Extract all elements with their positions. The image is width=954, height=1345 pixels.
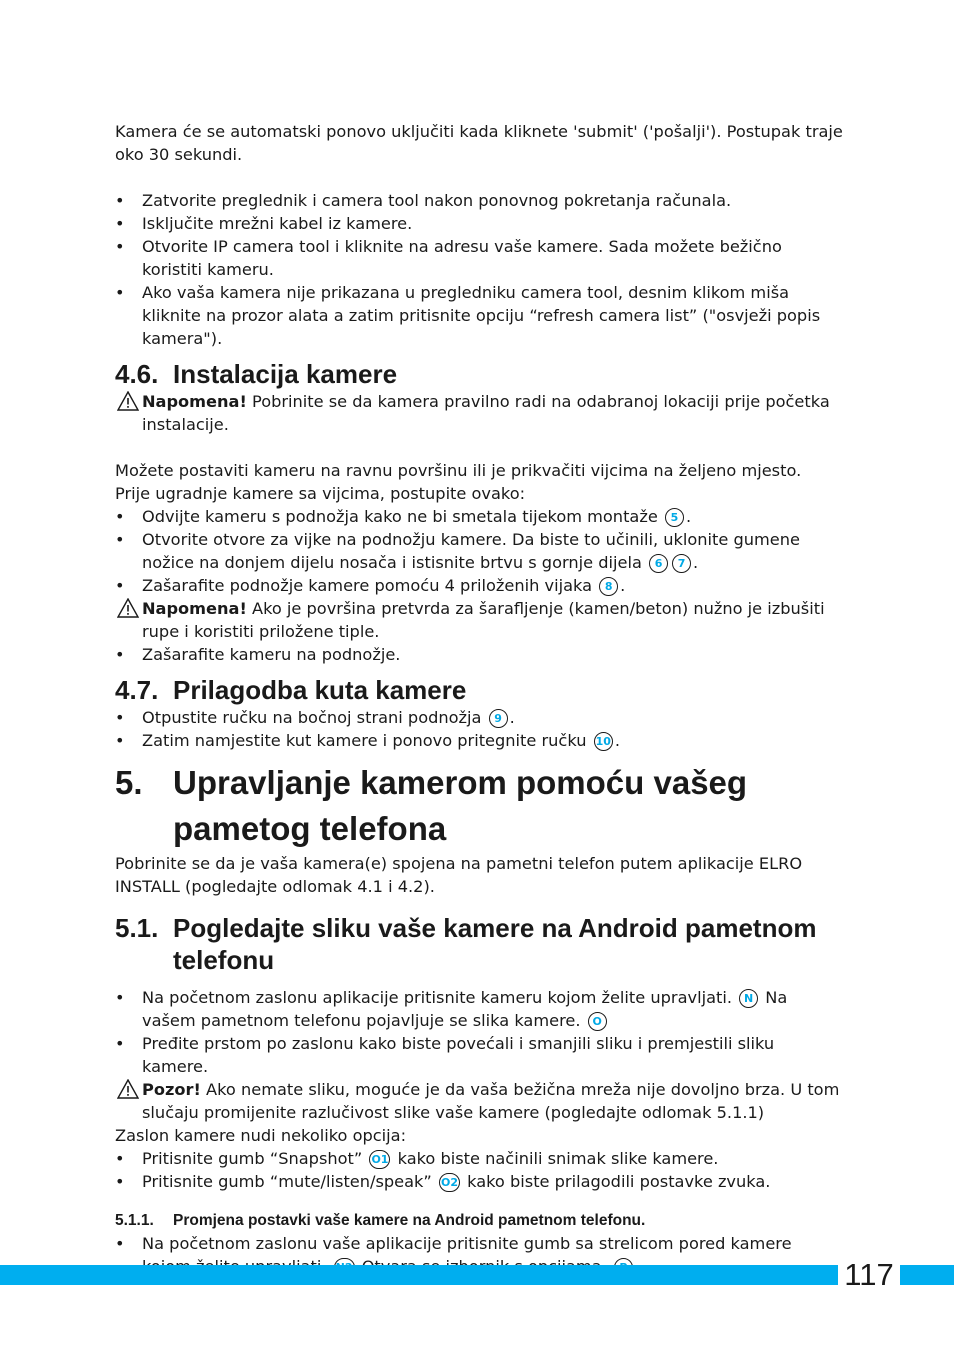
mounting-list-end xyxy=(115,643,845,666)
section-heading-4-7 xyxy=(115,674,845,706)
page-number: 117 xyxy=(838,1259,900,1291)
chapter-title: Upravljanje kamerom pomoću vašeg pametog telefona xyxy=(173,764,748,847)
section-number: 4.7. xyxy=(115,675,159,705)
note-label: Napomena! xyxy=(142,599,247,618)
warning-icon xyxy=(117,1079,139,1099)
subsection-number: 5.1.1. xyxy=(115,1212,154,1229)
reference-badge: N xyxy=(739,989,758,1008)
warning-icon xyxy=(117,391,139,411)
list-item: • Otpustite ručku na bočnoj strani podnožja 9 . xyxy=(115,706,845,729)
section-title: Instalacija kamere xyxy=(173,359,398,389)
chapter-number: 5. xyxy=(115,764,143,801)
list-item-text: Pritisnite gumb “Snapshot” xyxy=(142,1149,368,1168)
reference-badge: 5 xyxy=(665,508,684,527)
note-block xyxy=(115,390,845,436)
options-list xyxy=(115,1147,845,1193)
warning-text: Ako nemate sliku, moguće je da vaša bežična mreža nije dovoljno brza. U tom slučaju promijenite razlučivost slike vaše kamere (pogledajte odlomak 5.1.1) xyxy=(142,1080,840,1122)
section-title: Pogledajte sliku vaše kamere na Android pametnom telefonu xyxy=(173,913,817,975)
subsection-heading-5-1-1 xyxy=(115,1209,845,1232)
list-item-text: kako biste prilagodili postavke zvuka. xyxy=(461,1172,771,1191)
warning-icon xyxy=(117,598,139,618)
subsection-title: Promjena postavki vaše kamere na Android pametnom telefonu. xyxy=(173,1212,646,1229)
list-item: • Zatim namjestite kut kamere i ponovo pritegnite ručku 10 . xyxy=(115,729,845,752)
reference-badge: 10 xyxy=(594,732,613,751)
list-item: • Otvorite IP camera tool i kliknite na adresu vaše kamere. Sada možete bežično koristiti kameru. xyxy=(115,235,845,281)
chapter-heading-5 xyxy=(115,760,845,852)
list-item xyxy=(115,1170,845,1193)
section-number: 5.1. xyxy=(115,913,159,943)
section-heading-4-6 xyxy=(115,358,845,390)
list-item-text: Zatim namjestite kut kamere i ponovo pritegnite ručku xyxy=(142,731,592,750)
android-list xyxy=(115,986,845,1078)
reference-badge: O1 xyxy=(369,1150,390,1169)
list-item-text: Na početnom zaslonu aplikacije pritisnite kameru kojom želite upravljati. xyxy=(142,988,738,1007)
paragraph: Zaslon kamere nudi nekoliko opcija: xyxy=(115,1126,407,1145)
intro-list xyxy=(115,189,845,350)
footer-bar xyxy=(0,1265,954,1285)
section-number: 4.6. xyxy=(115,359,159,389)
section-title: Prilagodba kuta kamere xyxy=(173,675,467,705)
reference-badge: O xyxy=(588,1012,607,1031)
list-item: • Otvorite otvore za vijke na podnožju kamere. Da biste to učinili, uklonite gumene nožice na donjem dijelu nosača i istisnite brtvu s gornje dijela 6 7 . xyxy=(115,528,845,574)
list-item: • Pređite prstom po zaslonu kako biste povećali i smanjili sliku i premjestili sliku kamere. xyxy=(115,1032,845,1078)
list-item-text: Otpustite ručku na bočnoj strani podnožja xyxy=(142,708,487,727)
warning-block xyxy=(115,1078,845,1124)
list-item-text: Otvorite otvore za vijke na podnožju kamere. Da biste to učinili, uklonite gumene nožice na donjem dijelu nosača i istisnite brtvu s gornje dijela xyxy=(142,530,800,572)
list-item-text: Pritisnite gumb “mute/listen/speak” xyxy=(142,1172,437,1191)
page-content xyxy=(115,120,845,1278)
note-label: Napomena! xyxy=(142,392,247,411)
intro-paragraph: Kamera će se automatski ponovo uključiti kada kliknete 'submit' ('pošalji'). Postupak traje oko 30 sekundi. xyxy=(115,122,843,164)
list-item: • Zašarafite podnožje kamere pomoću 4 priloženih vijaka 8 . xyxy=(115,574,845,597)
list-item: • Zašarafite kameru na podnožje. xyxy=(115,643,845,666)
list-item: • Zatvorite preglednik i camera tool nakon ponovnog pokretanja računala. xyxy=(115,189,845,212)
list-item: • Isključite mrežni kabel iz kamere. xyxy=(115,212,845,235)
reference-badge: 8 xyxy=(599,577,618,596)
note-text: Ako je površina pretvrda za šarafljenje (kamen/beton) nužno je izbušiti rupe i koristiti priložene tiple. xyxy=(142,599,825,641)
reference-badge: O2 xyxy=(439,1173,460,1192)
warning-label: Pozor! xyxy=(142,1080,201,1099)
note-block xyxy=(115,597,845,643)
list-item-text: Na početnom zaslonu vaše aplikacije pritisnite gumb sa strelicom pored kamere xyxy=(142,1234,792,1253)
angle-list xyxy=(115,706,845,752)
reference-badge: 6 xyxy=(649,554,668,573)
list-item-text: Na vašem pametnom telefonu pojavljuje se slika kamere. xyxy=(142,988,788,1030)
reference-badge: 9 xyxy=(489,709,508,728)
paragraph: Pobrinite se da je vaša kamera(e) spojena na pametni telefon putem aplikacije ELRO INSTALL (pogledajte odlomak 4.1 i 4.2). xyxy=(115,854,803,896)
reference-badge: 7 xyxy=(672,554,691,573)
mounting-list xyxy=(115,505,845,597)
paragraph: Prije ugradnje kamere sa vijcima, postupite ovako: xyxy=(115,484,526,503)
list-item-text: Odvijte kameru s podnožja kako ne bi smetala tijekom montaže xyxy=(142,507,663,526)
list-item-text: kako biste načinili snimak slike kamere. xyxy=(392,1149,719,1168)
note-text: Pobrinite se da kamera pravilno radi na odabranoj lokaciji prije početka instalacije. xyxy=(142,392,830,434)
list-item xyxy=(115,1147,845,1170)
section-heading-5-1 xyxy=(115,912,845,976)
list-item: • Ako vaša kamera nije prikazana u pregledniku camera tool, desnim klikom miša kliknite na prozor alata a zatim pritisnite opciju “refresh camera list” ("osvježi popis kamera"). xyxy=(115,281,845,350)
paragraph: Možete postaviti kameru na ravnu površinu ili je prikvačiti vijcima na željeno mjesto. xyxy=(115,461,802,480)
list-item-text: Zašarafite podnožje kamere pomoću 4 priloženih vijaka xyxy=(142,576,598,595)
list-item: • Odvijte kameru s podnožja kako ne bi smetala tijekom montaže 5 . xyxy=(115,505,845,528)
list-item xyxy=(115,986,845,1032)
